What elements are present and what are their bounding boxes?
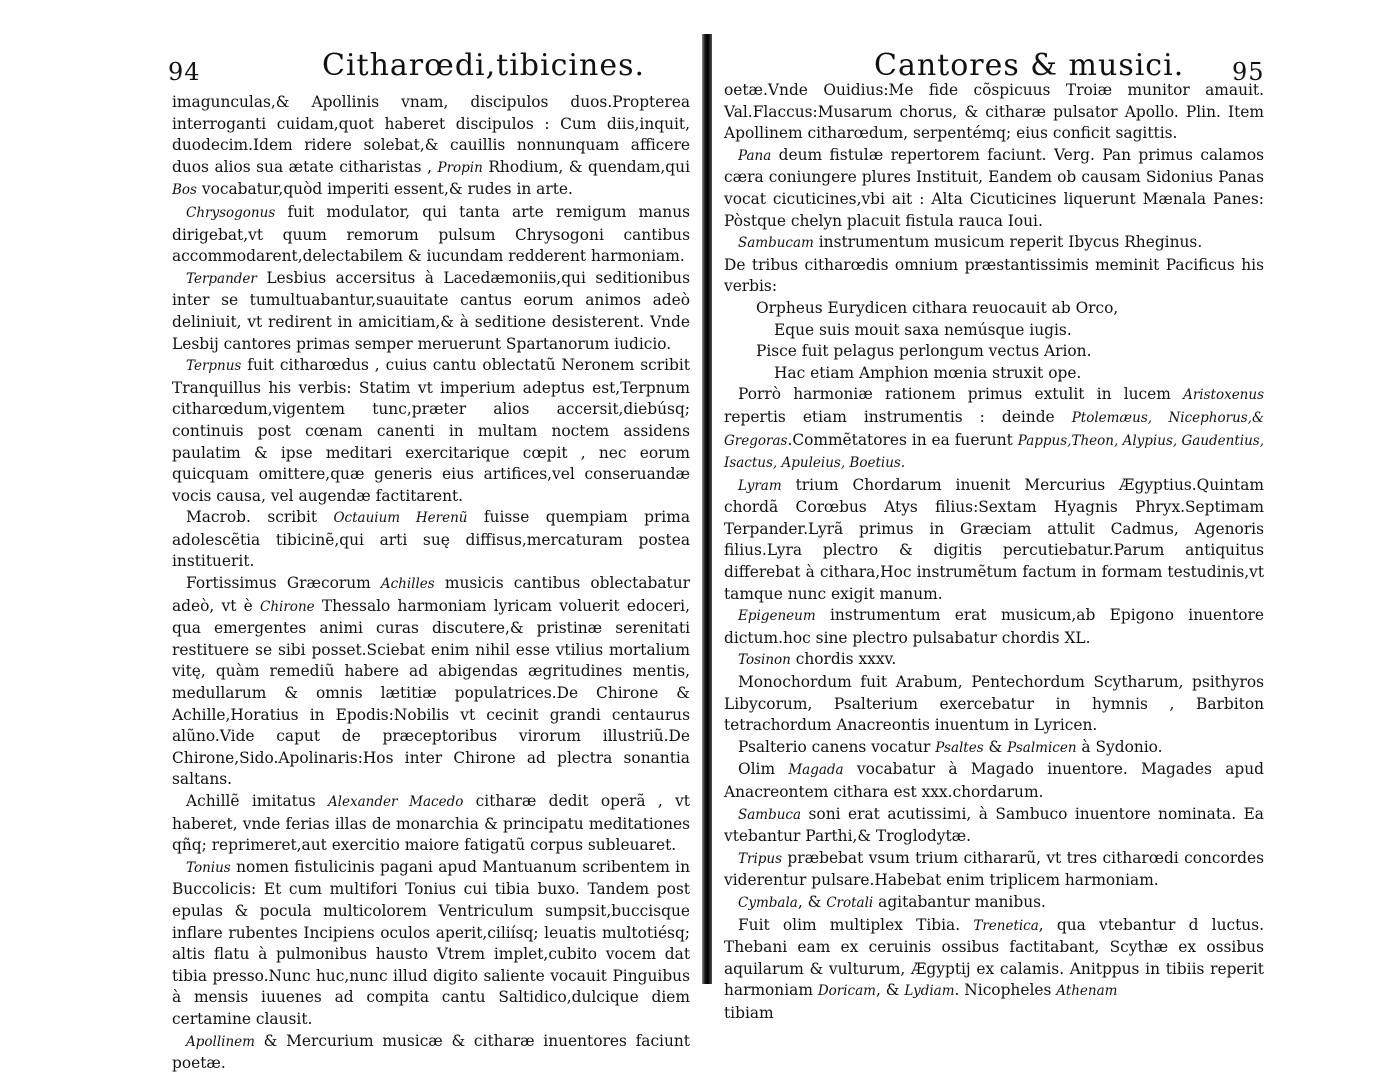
paragraph <box>172 1031 690 1075</box>
text-run: Rhodium, & quendam,qui <box>482 157 690 176</box>
paragraph <box>724 475 1264 606</box>
text-run: , & <box>875 981 905 1000</box>
right-body-text <box>724 80 1264 1025</box>
text-run: instrumentum erat musicum,ab Epigono inuentore dictum.hoc sine plectro pulsabatur chordis XL. <box>724 606 1264 647</box>
text-run: nomen fistulicinis pagani apud Mantuanum scribentem in Buccolicis: Et cum multifori Tonius cui tibia buxo. Tandem post epulas & pocula multicolorem Ventriculum sumpsit,buccisque inflare rubentes Incipiens oculos aperit,ciliísq; leuatis multotiésq; altis flatu à pulmonibus hausto Vtrem implet,cubito vocem dat tibia presso.Nunc huc,nunc illud digito saliente vocauit Pinguibus à mensis iuuenes ad compita cantu Saltidico,dulcique diem certamine clausit. <box>172 857 690 1028</box>
text-run: Fuit olim multiplex Tibia. <box>738 915 974 934</box>
paragraph <box>172 507 690 573</box>
text-run: musicis cantibus oblectabatur adeò, vt è <box>172 574 690 615</box>
text-run: Olim <box>738 760 789 779</box>
text-run: deum fistulæ repertorem faciunt. Verg. Pan primus calamos cæra coniungere plures Instituit, Eandem ob causam Sidonius Panas vocat cicuticines,vbi ait : Alta Cicuticines liquerunt Mænala Panes: Pòstque chelyn placuit fistula rauca Ioui. <box>724 145 1264 230</box>
italic-name: Psalmicen <box>1007 739 1077 756</box>
italic-name: Gregoras <box>724 432 788 449</box>
text-run: Psalterio canens vocatur <box>738 737 936 756</box>
text-run: citharæ dedit operã , vt haberet, vnde ferias illas de monarchia & principatu meditationes qñq; reprimeret,aut exercitio maiore fatigatũ corpus subleuaret. <box>172 792 690 855</box>
italic-name: Pana <box>738 147 772 164</box>
text-run: fuit citharœdus , cuius cantu oblectatũ Neronem scribit Tranquillus his verbis: Statim vt imperium adeptus est,Terpnum citharœdum,vigentem tunc,præter alios accersit,diebúsq; continuis post cœnam canenti in multam noctem assidens paulatim & ipse meditari exercitarique cœpit , nec eorum quicquam omittere,quæ generis eius artifices,vel conseruandæ vocis causa, vel augendæ factitarent. <box>172 356 690 505</box>
text-run: fuisse quempiam prima adolescẽtia tibicinẽ,qui arti suę diffisus,mercaturam postea instituerit. <box>172 508 690 571</box>
paragraph <box>724 804 1264 848</box>
text-run: Porrò harmoniæ rationem primus extulit in lucem <box>738 385 1184 404</box>
italic-name: Octauium Herenũ <box>333 510 468 527</box>
paragraph <box>724 363 1264 385</box>
text-run: Monochordum fuit Arabum, Pentechordum Scytharum, psithyros Libycorum, Psalterium exercebatur in hymnis , Barbiton tetrachordum Anacreontis inuentum in Lyricen. <box>724 673 1264 735</box>
italic-name: Terpnus <box>186 358 242 375</box>
running-head-right: Cantores & musici. <box>874 48 1185 83</box>
paragraph <box>724 1003 1264 1025</box>
text-run: & <box>983 737 1008 756</box>
italic-name: Athenam <box>1056 983 1118 1000</box>
italic-name: Doricam <box>817 983 876 1000</box>
running-head-left: Citharœdi,tibicines. <box>322 48 646 83</box>
text-run: . Nicopheles <box>954 981 1057 1000</box>
text-run: oetæ.Vnde Ouidius:Me fide cõspicuus Troiæ munitor amauit. Val.Flaccus:Musarum chorus, & citharæ pulsator Apollo. Plin. Item Apollinem citharœdum, serpentémq; eius conficit sagittis. <box>724 81 1264 143</box>
italic-name: Sambucam <box>738 235 814 252</box>
italic-name: Achilles <box>380 576 435 593</box>
paragraph <box>724 80 1264 145</box>
italic-name: Tripus <box>738 850 783 867</box>
text-run: Pisce fuit pelagus perlongum vectus Arion. <box>756 342 1092 361</box>
italic-name: Terpander <box>186 270 257 287</box>
italic-name: Alexander Macedo <box>327 794 464 810</box>
text-run: , & <box>797 892 827 911</box>
paragraph <box>724 232 1264 255</box>
italic-name: Bos <box>172 182 197 199</box>
paragraph <box>724 649 1264 672</box>
paragraph <box>724 605 1264 649</box>
italic-name: Tosinon <box>738 652 791 669</box>
paragraph <box>724 341 1264 363</box>
paragraph <box>724 320 1264 342</box>
italic-name: Psaltes <box>935 739 984 756</box>
paragraph <box>724 892 1264 915</box>
paragraph <box>172 268 690 355</box>
page-number-left: 94 <box>168 58 201 86</box>
paragraph <box>724 384 1264 474</box>
text-run: Achillẽ imitatus <box>186 792 328 810</box>
text-run: agitabantur manibus. <box>873 892 1046 911</box>
text-run: imagunculas,& Apollinis vnam, discipulos duos.Propterea interroganti cuidam,quot haberet discipulos : Cum diis,inquit, duodecim.Idem ridere solebat,& cauillis nonnunquam afficere duos alios sua ætate citharistas , <box>172 93 690 176</box>
text-run: Fortissimus Græcorum <box>186 574 381 593</box>
italic-name: Propin <box>437 159 483 176</box>
page-number-right: 95 <box>1232 58 1265 86</box>
text-run: fuit modulator, qui tanta arte remigum manus dirigebat,vt quum remorum pulsum Chrysogoni cantibus accommodarent,delectabilem & iucundam redderent harmoniam. <box>172 202 690 266</box>
italic-name: Trenetica <box>973 917 1039 934</box>
italic-name: Epigeneum <box>738 608 816 625</box>
text-run: vocabatur à Magado inuentore. Magades apud Anacreontem cithara est xxx.chordarum. <box>724 760 1264 801</box>
text-run: vocabatur,quòd imperiti essent,& rudes in arte. <box>196 180 573 199</box>
text-run: Orpheus Eurydicen cithara reuocauit ab Orco, <box>756 298 1119 317</box>
text-run: De tribus citharœdis omnium præstantissimis meminit Pacificus his verbis: <box>724 255 1264 296</box>
italic-name: Lyram <box>738 477 782 494</box>
paragraph <box>724 737 1264 760</box>
italic-name: Chrysogonus <box>186 204 276 221</box>
text-run: præbebat vsum trium cithararũ, vt tres citharœdi concordes viderentur pulsare.Habebat enim triplicem harmoniam. <box>724 848 1264 890</box>
text-run: tibiam <box>724 1003 774 1022</box>
left-body-text <box>172 92 690 1075</box>
paragraph <box>724 759 1264 803</box>
text-run: Hac etiam Amphion mœnia struxit ope. <box>774 363 1082 382</box>
book-gutter <box>702 34 712 984</box>
paragraph <box>724 672 1264 737</box>
text-run: .Commẽtatores in ea fuerunt <box>787 430 1018 449</box>
italic-name: Crotali <box>826 894 874 911</box>
paragraph <box>724 915 1264 1003</box>
paragraph <box>172 92 690 202</box>
text-run: Macrob. scribit <box>186 508 334 527</box>
paragraph <box>172 355 690 507</box>
text-run: instrumentum musicum reperit Ibycus Rheginus. <box>813 233 1203 252</box>
paragraph <box>172 573 690 791</box>
text-run: repertis etiam instrumentis : deinde <box>724 407 1072 426</box>
text-run: Eque suis mouit saxa nemúsque iugis. <box>774 320 1072 339</box>
paragraph <box>172 791 690 857</box>
text-run: & Mercurium musicæ & citharæ inuentores faciunt poetæ. <box>172 1031 690 1073</box>
italic-name: Aristoxenus <box>1183 387 1264 404</box>
text-run: Thessalo harmoniam lyricam voluerit edoceri, qua emergentes animi curas discutere,& pristinæ serenitati restituere se sibi posset.Sciebat enim nihil esse vtilius mortalium vitę, quàm remediũ habere ad abigendas ægritudines mentis, medullarum & omnis lætitiæ populatrices.De Chirone & Achille,Horatius in Epodis:Nobilis vt cecinit grandi centaurus alũno.Vide caput de præceptoribus virorum illustriũ.De Chirone,Sido.Apolinaris:Hos inter Chirone ad plectra sonantia saltans. <box>172 596 690 789</box>
italic-name: Pappus,Theon, Alypius, Gaudentius, Isactus, Apuleius, Boetius. <box>724 432 1264 472</box>
paragraph <box>172 202 690 268</box>
italic-name: Chirone <box>260 598 315 615</box>
text-run: soni erat acutissimi, à Sambuco inuentore nominata. Ea vtebantur Parthi,& Troglodytæ. <box>724 804 1264 846</box>
italic-name: Sambuca <box>738 806 802 823</box>
paragraph <box>172 857 690 1031</box>
italic-name: Apollinem <box>186 1033 255 1050</box>
text-run: , qua vtebantur d luctus. Thebani eam ex ceruinis ossibus factitabant, Scythæ ex ossibus aquilarum & vulturum, Ægyptij ex calamis. Anitppus in tibiis reperit harmoniam <box>724 915 1264 1000</box>
italic-name: Cymbala <box>738 894 798 911</box>
text-run: trium Chordarum inuenit Mercurius Ægyptius.Quintam chordã Corœbus Atys filius:Sextam Hyagnis Phryx.Septimam Terpander.Lyrã primus in Græciam attulit Cadmus, Agenoris filius.Lyra plectro & digitis percutiebatur.Parum antiquitus differebat à cithara,Hoc instrumẽtum factum in formam testudinis,vt tamque nunc exigit manum. <box>724 475 1264 603</box>
text-run: chordis xxxv. <box>790 650 897 669</box>
italic-name: Magada <box>788 762 844 779</box>
paragraph <box>724 298 1264 320</box>
italic-name: Tonius <box>186 859 231 876</box>
italic-name: Ptolemæus, Nicephorus,& <box>1071 409 1264 426</box>
paragraph <box>724 145 1264 232</box>
paragraph <box>724 255 1264 298</box>
text-run: à Sydonio. <box>1076 737 1163 756</box>
text-run: Lesbius accersitus à Lacedæmoniis,qui seditionibus inter se tumultuabantur,suauitate cantus eorum animos adeò deliniuit, vt redirent in amicitiam,& à seditione desisterent. Vnde Lesbij cantores primas semper meruerunt Spartanorum iudicio. <box>172 268 690 353</box>
italic-name: Lydiam <box>904 983 955 1000</box>
paragraph <box>724 848 1264 892</box>
right-page <box>712 0 1399 1022</box>
